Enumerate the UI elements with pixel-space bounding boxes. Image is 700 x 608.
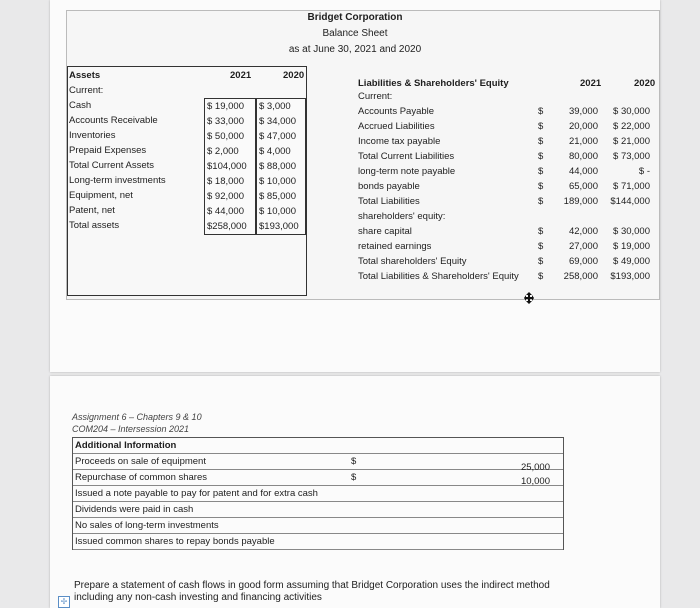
asset-value-2021: $ 2,000 (207, 146, 239, 157)
info-row (73, 502, 563, 518)
liability-value-2020: $ 30,000 (613, 106, 650, 117)
liability-label: Total Liabilities & Shareholders' Equity (358, 271, 519, 282)
asset-labels (69, 83, 209, 233)
info-label: Dividends were paid in cash (75, 504, 194, 515)
liability-row (538, 194, 650, 209)
liabilities-heading: Liabilities & Shareholders' Equity (358, 78, 509, 89)
info-label: Issued common shares to repay bonds payable (75, 536, 275, 547)
liability-row (538, 224, 650, 239)
liability-dollar: $ (538, 121, 544, 132)
assets-col-2021: 2021 (230, 70, 252, 81)
asset-value-2021: $ 19,000 (207, 101, 244, 112)
liability-dollar: $ (538, 241, 544, 252)
asset-value-2020: $193,000 (259, 221, 299, 232)
assignment-title: Assignment 6 – Chapters 9 & 10 (72, 412, 202, 422)
statement-date: as at June 30, 2021 and 2020 (288, 44, 422, 55)
liabilities-col-2021: 2021 (580, 78, 602, 89)
info-label: Proceeds on sale of equipment (75, 456, 206, 467)
liability-value-2020: $ 19,000 (613, 241, 650, 252)
liability-value-2021: 189,000 (563, 196, 598, 207)
liability-value-2021: 42,000 (568, 226, 598, 237)
assets-heading: Assets (69, 70, 101, 81)
liability-label: bonds payable (358, 181, 420, 192)
liability-label: Total Current Liabilities (358, 151, 455, 162)
info-label: Issued a note payable to pay for patent and for extra cash (75, 488, 318, 499)
asset-label: Total assets (69, 220, 120, 231)
liability-label: retained earnings (358, 241, 432, 252)
liability-dollar: $ (538, 256, 544, 267)
asset-label: Patent, net (69, 205, 115, 216)
liability-dollar: $ (538, 271, 544, 282)
info-value: 10,000 (520, 476, 550, 487)
liability-dollar: $ (538, 106, 544, 117)
asset-label: Cash (69, 100, 92, 111)
balance-sheet-page (50, 0, 660, 372)
info-row (73, 534, 563, 550)
liability-row (538, 134, 650, 149)
liability-value-2020: $ - (638, 166, 650, 177)
liability-value-2020: $193,000 (610, 271, 650, 282)
liability-row (538, 209, 650, 224)
asset-value-2020: $ 85,000 (259, 191, 296, 202)
liability-dollar: $ (538, 136, 544, 147)
move-cursor-icon (524, 292, 534, 304)
asset-label: Accounts Receivable (69, 115, 158, 126)
asset-value-2021: $258,000 (207, 221, 247, 232)
liability-row (538, 119, 650, 134)
info-label: No sales of long-term investments (75, 520, 219, 531)
asset-label: Current: (69, 85, 104, 96)
asset-value-2020: $ 10,000 (259, 176, 296, 187)
liability-value-2020: $144,000 (610, 196, 650, 207)
liability-row (538, 239, 650, 254)
info-row (73, 470, 563, 486)
liability-value-2021: 258,000 (563, 271, 598, 282)
liability-value-2021: 39,000 (568, 106, 598, 117)
info-row (73, 486, 563, 502)
asset-value-2020: $ 4,000 (259, 146, 291, 157)
instruction-line-2: including any non-cash investing and financing activities (74, 592, 322, 603)
info-row (73, 518, 563, 534)
asset-value-2021: $ 92,000 (207, 191, 244, 202)
assets-2020-column (256, 98, 306, 235)
liability-label: Income tax payable (358, 136, 441, 147)
asset-value-2020: $ 47,000 (259, 131, 296, 142)
asset-label: Long-term investments (69, 175, 166, 186)
asset-label: Inventories (69, 130, 116, 141)
liability-value-2021: 65,000 (568, 181, 598, 192)
assets-2021-column (204, 98, 256, 235)
asset-value-2020: $ 3,000 (259, 101, 291, 112)
info-dollar: $ (351, 456, 357, 467)
liability-value-2021: 69,000 (568, 256, 598, 267)
liabilities-col-2020: 2020 (634, 78, 656, 89)
liability-dollar: $ (538, 226, 544, 237)
liability-row (538, 269, 650, 284)
liability-row (538, 104, 650, 119)
asset-value-2020: $ 88,000 (259, 161, 296, 172)
additional-info-heading: Additional Information (73, 438, 563, 454)
asset-value-2020: $ 34,000 (259, 116, 296, 127)
asset-value-2021: $ 18,000 (207, 176, 244, 187)
asset-value-2021: $ 44,000 (207, 206, 244, 217)
liability-value-2020: $ 21,000 (613, 136, 650, 147)
liability-value-2020: $ 71,000 (613, 181, 650, 192)
liability-label: long-term note payable (358, 166, 456, 177)
liability-row (538, 254, 650, 269)
liability-row (538, 149, 650, 164)
asset-value-2021: $104,000 (207, 161, 247, 172)
asset-value-2021: $ 50,000 (207, 131, 244, 142)
liability-label: shareholders' equity: (358, 211, 446, 222)
liability-values (538, 104, 650, 284)
statement-title: Balance Sheet (322, 28, 388, 39)
table-handle-icon[interactable]: ✢ (58, 596, 70, 608)
asset-label: Total Current Assets (69, 160, 155, 171)
instruction-line-1: Prepare a statement of cash flows in good form assuming that Bridget Corporation uses the indirect method (74, 580, 550, 591)
liability-dollar: $ (538, 181, 544, 192)
liability-label: Accounts Payable (358, 106, 435, 117)
asset-value-2021: $ 33,000 (207, 116, 244, 127)
info-dollar: $ (351, 472, 357, 483)
liability-label: Total shareholders' Equity (358, 256, 467, 267)
liability-row (538, 164, 650, 179)
company-name: Bridget Corporation (307, 12, 403, 23)
liability-label: Total Liabilities (358, 196, 420, 207)
liability-dollar: $ (538, 166, 544, 177)
assignment-course: COM204 – Intersession 2021 (72, 424, 190, 434)
additional-info-table (72, 437, 564, 550)
liability-row (538, 179, 650, 194)
liability-dollar: $ (538, 196, 544, 207)
asset-label: Equipment, net (69, 190, 133, 201)
liability-value-2020: $ 73,000 (613, 151, 650, 162)
liability-value-2021: 20,000 (568, 121, 598, 132)
liability-value-2021: 27,000 (568, 241, 598, 252)
assets-col-2020: 2020 (283, 70, 305, 81)
liability-labels (358, 89, 548, 284)
asset-value-2020: $ 10,000 (259, 206, 296, 217)
info-label: Repurchase of common shares (75, 472, 208, 483)
liability-value-2021: 80,000 (568, 151, 598, 162)
info-row (73, 454, 563, 470)
liability-label: Current: (358, 91, 393, 102)
asset-label: Prepaid Expenses (69, 145, 147, 156)
liability-label: share capital (358, 226, 412, 237)
liability-value-2021: 44,000 (568, 166, 598, 177)
liability-value-2021: 21,000 (568, 136, 598, 147)
info-value: 25,000 (520, 462, 550, 473)
liability-value-2020: $ 22,000 (613, 121, 650, 132)
liability-value-2020: $ 49,000 (613, 256, 650, 267)
liability-value-2020: $ 30,000 (613, 226, 650, 237)
assignment-page (50, 376, 660, 608)
liability-label: Accrued Liabilities (358, 121, 435, 132)
liability-dollar: $ (538, 151, 544, 162)
